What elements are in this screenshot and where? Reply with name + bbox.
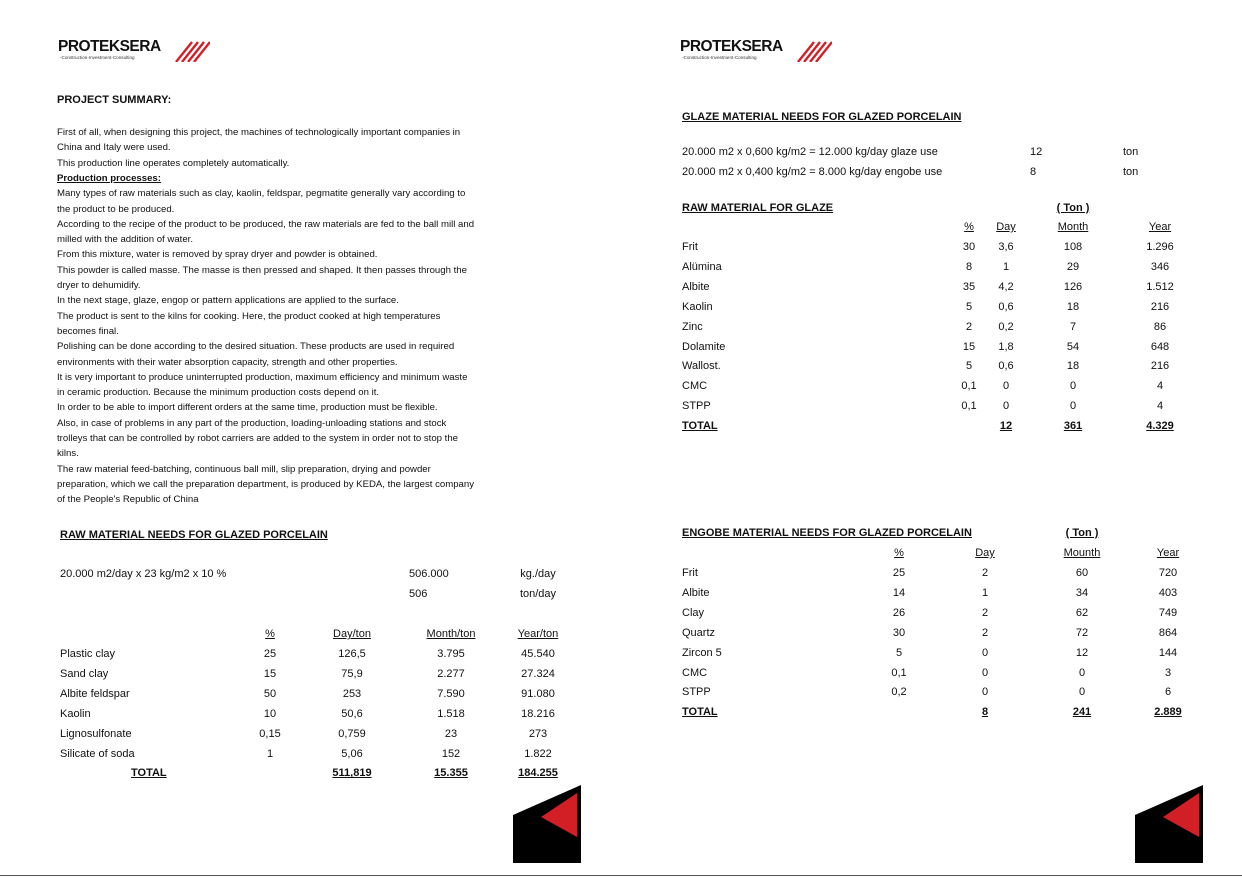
column-header: Month/ton bbox=[426, 628, 476, 640]
summary-line: Polishing can be done according to the desired situation. These products are used in required bbox=[57, 341, 455, 353]
cell-value: 45.540 bbox=[521, 648, 555, 660]
glaze-amount: 12 bbox=[1030, 146, 1043, 158]
cell-value: 1.512 bbox=[1146, 280, 1174, 293]
total-value: 12 bbox=[999, 420, 1013, 433]
cell-value: 2 bbox=[965, 320, 973, 333]
cell-value: 1 bbox=[981, 586, 989, 599]
column-header: Day bbox=[975, 547, 995, 559]
raw-material-result-ton: 506 bbox=[409, 588, 428, 600]
glaze-amount: 8 bbox=[1030, 166, 1037, 178]
cell-value: 152 bbox=[441, 747, 461, 760]
column-header: Year bbox=[1148, 221, 1172, 233]
summary-title: PROJECT SUMMARY: bbox=[57, 94, 172, 106]
glaze-raw-unit: ( Ton ) bbox=[1056, 202, 1090, 214]
logo-stripes-icon bbox=[174, 40, 210, 62]
cell-value: 86 bbox=[1153, 320, 1167, 333]
row-label: Sand clay bbox=[60, 667, 109, 680]
total-value: 15.355 bbox=[434, 767, 468, 780]
summary-line: The raw material feed-batching, continuous ball mill, slip preparation, drying and powder bbox=[57, 463, 431, 475]
row-label: Lignosulfonate bbox=[60, 727, 132, 740]
cell-value: 18 bbox=[1066, 300, 1080, 313]
column-header: Year/ton bbox=[517, 628, 559, 640]
raw-material-formula: 20.000 m2/day x 23 kg/m2 x 10 % bbox=[60, 568, 227, 580]
cell-value: 35 bbox=[962, 280, 976, 293]
cell-value: 54 bbox=[1066, 340, 1080, 353]
cell-value: 2.277 bbox=[437, 667, 465, 680]
summary-line: the product to be produced. bbox=[57, 203, 175, 215]
logo-name: PROTEKSERA bbox=[58, 38, 161, 55]
summary-line: According to the recipe of the product to be produced, the raw materials are fed to the ball mill and bbox=[57, 218, 475, 230]
cell-value: 749 bbox=[1158, 606, 1178, 619]
glaze-unit: ton bbox=[1123, 146, 1139, 158]
total-value: 8 bbox=[981, 706, 989, 719]
proteksera-logo-left bbox=[58, 38, 218, 68]
summary-line: From this mixture, water is removed by spray dryer and powder is obtained. bbox=[57, 249, 378, 261]
cell-value: 864 bbox=[1158, 626, 1178, 639]
cell-value: 216 bbox=[1150, 300, 1170, 313]
row-label: Wallost. bbox=[682, 360, 721, 373]
row-label: Alümina bbox=[682, 260, 722, 273]
cell-value: 5 bbox=[965, 360, 973, 373]
cell-value: 5,06 bbox=[341, 747, 363, 760]
cell-value: 403 bbox=[1158, 586, 1178, 599]
column-header: Month bbox=[1057, 221, 1089, 233]
cell-value: 18 bbox=[1066, 360, 1080, 373]
cell-value: 15 bbox=[263, 667, 277, 680]
summary-line: In order to be able to import different orders at the same time, production must be flexible. bbox=[57, 402, 438, 414]
column-header: % bbox=[265, 628, 275, 640]
cell-value: 30 bbox=[892, 626, 906, 639]
summary-line: kilns. bbox=[57, 448, 79, 460]
cell-value: 2 bbox=[981, 606, 989, 619]
cell-value: 0 bbox=[1069, 380, 1077, 393]
cell-value: 10 bbox=[263, 707, 277, 720]
cell-value: 29 bbox=[1066, 260, 1080, 273]
cell-value: 216 bbox=[1150, 360, 1170, 373]
cell-value: 0,1 bbox=[961, 400, 977, 413]
row-label: Kaolin bbox=[682, 300, 713, 313]
row-label: Plastic clay bbox=[60, 648, 116, 660]
raw-material-unit-ton: ton/day bbox=[519, 588, 557, 600]
summary-line: Many types of raw materials such as clay, kaolin, feldspar, pegmatite generally vary according to bbox=[57, 188, 466, 200]
summary-line: This powder is called masse. The masse is then pressed and shaped. It then passes through the bbox=[57, 264, 467, 276]
cell-value: 60 bbox=[1075, 567, 1089, 579]
cell-value: 126,5 bbox=[338, 648, 366, 660]
cell-value: 346 bbox=[1150, 260, 1170, 273]
summary-line: Also, in case of problems in any part of the production, loading-unloading stations and stock bbox=[57, 417, 447, 429]
total-value: 361 bbox=[1063, 420, 1083, 433]
cell-value: 1 bbox=[1002, 260, 1010, 273]
cell-value: 0,2 bbox=[998, 320, 1014, 333]
row-label: CMC bbox=[682, 666, 708, 679]
summary-line: trolleys that can be controlled by robot carriers are added to the system in order not to stop the bbox=[57, 433, 459, 444]
summary-line: milled with the addition of water. bbox=[57, 234, 193, 246]
row-label: Kaolin bbox=[60, 707, 91, 720]
row-label: Quartz bbox=[682, 626, 716, 639]
cell-value: 50,6 bbox=[341, 707, 363, 720]
column-header: Year bbox=[1156, 547, 1180, 559]
cell-value: 0,6 bbox=[998, 300, 1014, 313]
cell-value: 108 bbox=[1063, 241, 1083, 253]
cell-value: 648 bbox=[1150, 340, 1170, 353]
column-header: % bbox=[964, 221, 974, 233]
column-header: % bbox=[894, 547, 904, 559]
cell-value: 273 bbox=[528, 727, 548, 740]
cell-value: 253 bbox=[342, 687, 362, 700]
cell-value: 30 bbox=[962, 241, 976, 253]
cell-value: 0 bbox=[1078, 666, 1086, 679]
summary-line: This production line operates completely automatically. bbox=[57, 157, 290, 169]
summary-line: of the People's Republic of China bbox=[57, 494, 199, 506]
cell-value: 0,1 bbox=[891, 666, 907, 679]
summary-line: First of all, when designing this project, the machines of technologically important companies in bbox=[57, 127, 461, 138]
cell-value: 25 bbox=[892, 567, 906, 579]
row-label: Zircon 5 bbox=[682, 646, 722, 659]
cell-value: 50 bbox=[263, 687, 277, 700]
logo-tagline: -Construction-Investment-Consulting bbox=[682, 55, 757, 60]
corner-arrow-icon bbox=[1135, 785, 1203, 863]
raw-material-unit-kg: kg./day bbox=[520, 568, 556, 580]
total-value: 511,819 bbox=[332, 767, 372, 780]
row-label: Frit bbox=[682, 241, 698, 253]
cell-value: 126 bbox=[1063, 280, 1083, 293]
cell-value: 23 bbox=[444, 727, 458, 740]
cell-value: 0,1 bbox=[961, 380, 977, 393]
cell-value: 0 bbox=[1069, 400, 1077, 413]
glaze-formula: 20.000 m2 x 0,600 kg/m2 = 12.000 kg/day glaze use bbox=[682, 146, 938, 158]
cell-value: 0 bbox=[1002, 380, 1010, 393]
glaze-title: GLAZE MATERIAL NEEDS FOR GLAZED PORCELAIN bbox=[682, 111, 962, 123]
cell-value: 0,759 bbox=[338, 727, 366, 740]
cell-value: 72 bbox=[1075, 626, 1089, 639]
cell-value: 1.822 bbox=[524, 747, 552, 760]
cell-value: 2 bbox=[981, 567, 989, 579]
row-label: Silicate of soda bbox=[60, 747, 135, 760]
cell-value: 3 bbox=[1164, 666, 1172, 679]
summary-line: China and Italy were used. bbox=[57, 142, 171, 154]
cell-value: 6 bbox=[1164, 686, 1172, 699]
raw-material-result-kg: 506.000 bbox=[409, 568, 449, 580]
logo-stripes-icon bbox=[796, 40, 832, 62]
cell-value: 91.080 bbox=[521, 687, 555, 700]
cell-value: 34 bbox=[1075, 586, 1089, 599]
row-label: Zinc bbox=[682, 320, 703, 333]
total-value: 241 bbox=[1072, 706, 1092, 719]
engobe-title: ENGOBE MATERIAL NEEDS FOR GLAZED PORCELAIN bbox=[682, 527, 972, 539]
proteksera-logo-right bbox=[680, 38, 840, 68]
cell-value: 25 bbox=[263, 648, 277, 660]
cell-value: 5 bbox=[965, 300, 973, 313]
column-header: Day/ton bbox=[333, 628, 371, 640]
cell-value: 1 bbox=[266, 747, 274, 760]
row-label: STPP bbox=[682, 400, 711, 413]
summary-line: dryer to dehumidify. bbox=[57, 280, 141, 291]
cell-value: 0 bbox=[1078, 686, 1086, 699]
cell-value: 0 bbox=[1002, 400, 1010, 413]
logo-name: PROTEKSERA bbox=[680, 38, 783, 55]
total-value: 2.889 bbox=[1154, 706, 1182, 719]
corner-arrow-icon bbox=[513, 785, 581, 863]
cell-value: 1,8 bbox=[998, 340, 1014, 353]
summary-line: Production processes: bbox=[57, 172, 161, 184]
row-label: STPP bbox=[682, 686, 711, 699]
glaze-formula: 20.000 m2 x 0,400 kg/m2 = 8.000 kg/day engobe use bbox=[682, 166, 943, 178]
page-bottom-line bbox=[0, 875, 1242, 876]
cell-value: 1.296 bbox=[1146, 241, 1174, 253]
summary-line: preparation, which we call the preparation department, is produced by KEDA, the largest company bbox=[57, 478, 475, 490]
total-label: TOTAL bbox=[682, 420, 718, 433]
summary-line: in ceramic production. Because the minimum production costs depend on it. bbox=[57, 387, 380, 399]
cell-value: 8 bbox=[965, 260, 973, 273]
cell-value: 3,6 bbox=[998, 241, 1014, 253]
engobe-unit: ( Ton ) bbox=[1065, 527, 1099, 539]
total-value: 4.329 bbox=[1146, 420, 1174, 433]
summary-line: becomes final. bbox=[57, 325, 119, 337]
summary-line: It is very important to produce uninterrupted production, maximum efficiency and minimum waste bbox=[57, 371, 468, 383]
row-label: Albite bbox=[682, 586, 710, 599]
summary-line: The product is sent to the kilns for cooking. Here, the product cooked at high temperatures bbox=[57, 310, 441, 322]
column-header: Day bbox=[996, 221, 1016, 233]
summary-line: In the next stage, glaze, engop or pattern applications are applied to the surface. bbox=[57, 295, 399, 307]
cell-value: 7 bbox=[1069, 320, 1077, 333]
cell-value: 2 bbox=[981, 626, 989, 639]
cell-value: 7.590 bbox=[437, 687, 465, 700]
row-label: Clay bbox=[682, 606, 705, 619]
row-label: Albite feldspar bbox=[60, 687, 130, 700]
glaze-raw-title: RAW MATERIAL FOR GLAZE bbox=[682, 202, 834, 214]
cell-value: 12 bbox=[1075, 646, 1089, 659]
glaze-unit: ton bbox=[1123, 166, 1139, 178]
cell-value: 4,2 bbox=[998, 280, 1014, 293]
cell-value: 0 bbox=[981, 646, 989, 659]
total-value: 184.255 bbox=[518, 767, 558, 780]
cell-value: 26 bbox=[892, 606, 906, 619]
cell-value: 0,2 bbox=[891, 686, 907, 699]
row-label: Frit bbox=[682, 567, 698, 579]
cell-value: 0,6 bbox=[998, 360, 1014, 373]
cell-value: 18.216 bbox=[521, 707, 555, 720]
row-label: Dolamite bbox=[682, 340, 726, 353]
cell-value: 75,9 bbox=[341, 667, 363, 680]
logo-tagline: -Construction-Investment-Consulting bbox=[60, 55, 135, 60]
cell-value: 5 bbox=[895, 646, 903, 659]
cell-value: 4 bbox=[1156, 380, 1164, 393]
total-label: TOTAL bbox=[131, 767, 167, 780]
cell-value: 0 bbox=[981, 686, 989, 699]
cell-value: 144 bbox=[1158, 646, 1178, 659]
cell-value: 62 bbox=[1075, 606, 1089, 619]
column-header: Mounth bbox=[1063, 547, 1101, 559]
total-label: TOTAL bbox=[682, 706, 718, 719]
cell-value: 27.324 bbox=[521, 667, 555, 680]
summary-line: environments with their water absorption capacity, strength and other properties. bbox=[57, 356, 398, 368]
cell-value: 4 bbox=[1156, 400, 1164, 413]
row-label: CMC bbox=[682, 380, 708, 393]
cell-value: 0,15 bbox=[259, 727, 281, 740]
cell-value: 15 bbox=[962, 340, 976, 353]
cell-value: 14 bbox=[892, 586, 906, 599]
raw-material-title: RAW MATERIAL NEEDS FOR GLAZED PORCELAIN bbox=[60, 529, 328, 541]
cell-value: 1.518 bbox=[437, 707, 465, 720]
cell-value: 0 bbox=[981, 666, 989, 679]
row-label: Albite bbox=[682, 280, 710, 293]
cell-value: 3.795 bbox=[437, 648, 465, 660]
cell-value: 720 bbox=[1158, 567, 1178, 579]
